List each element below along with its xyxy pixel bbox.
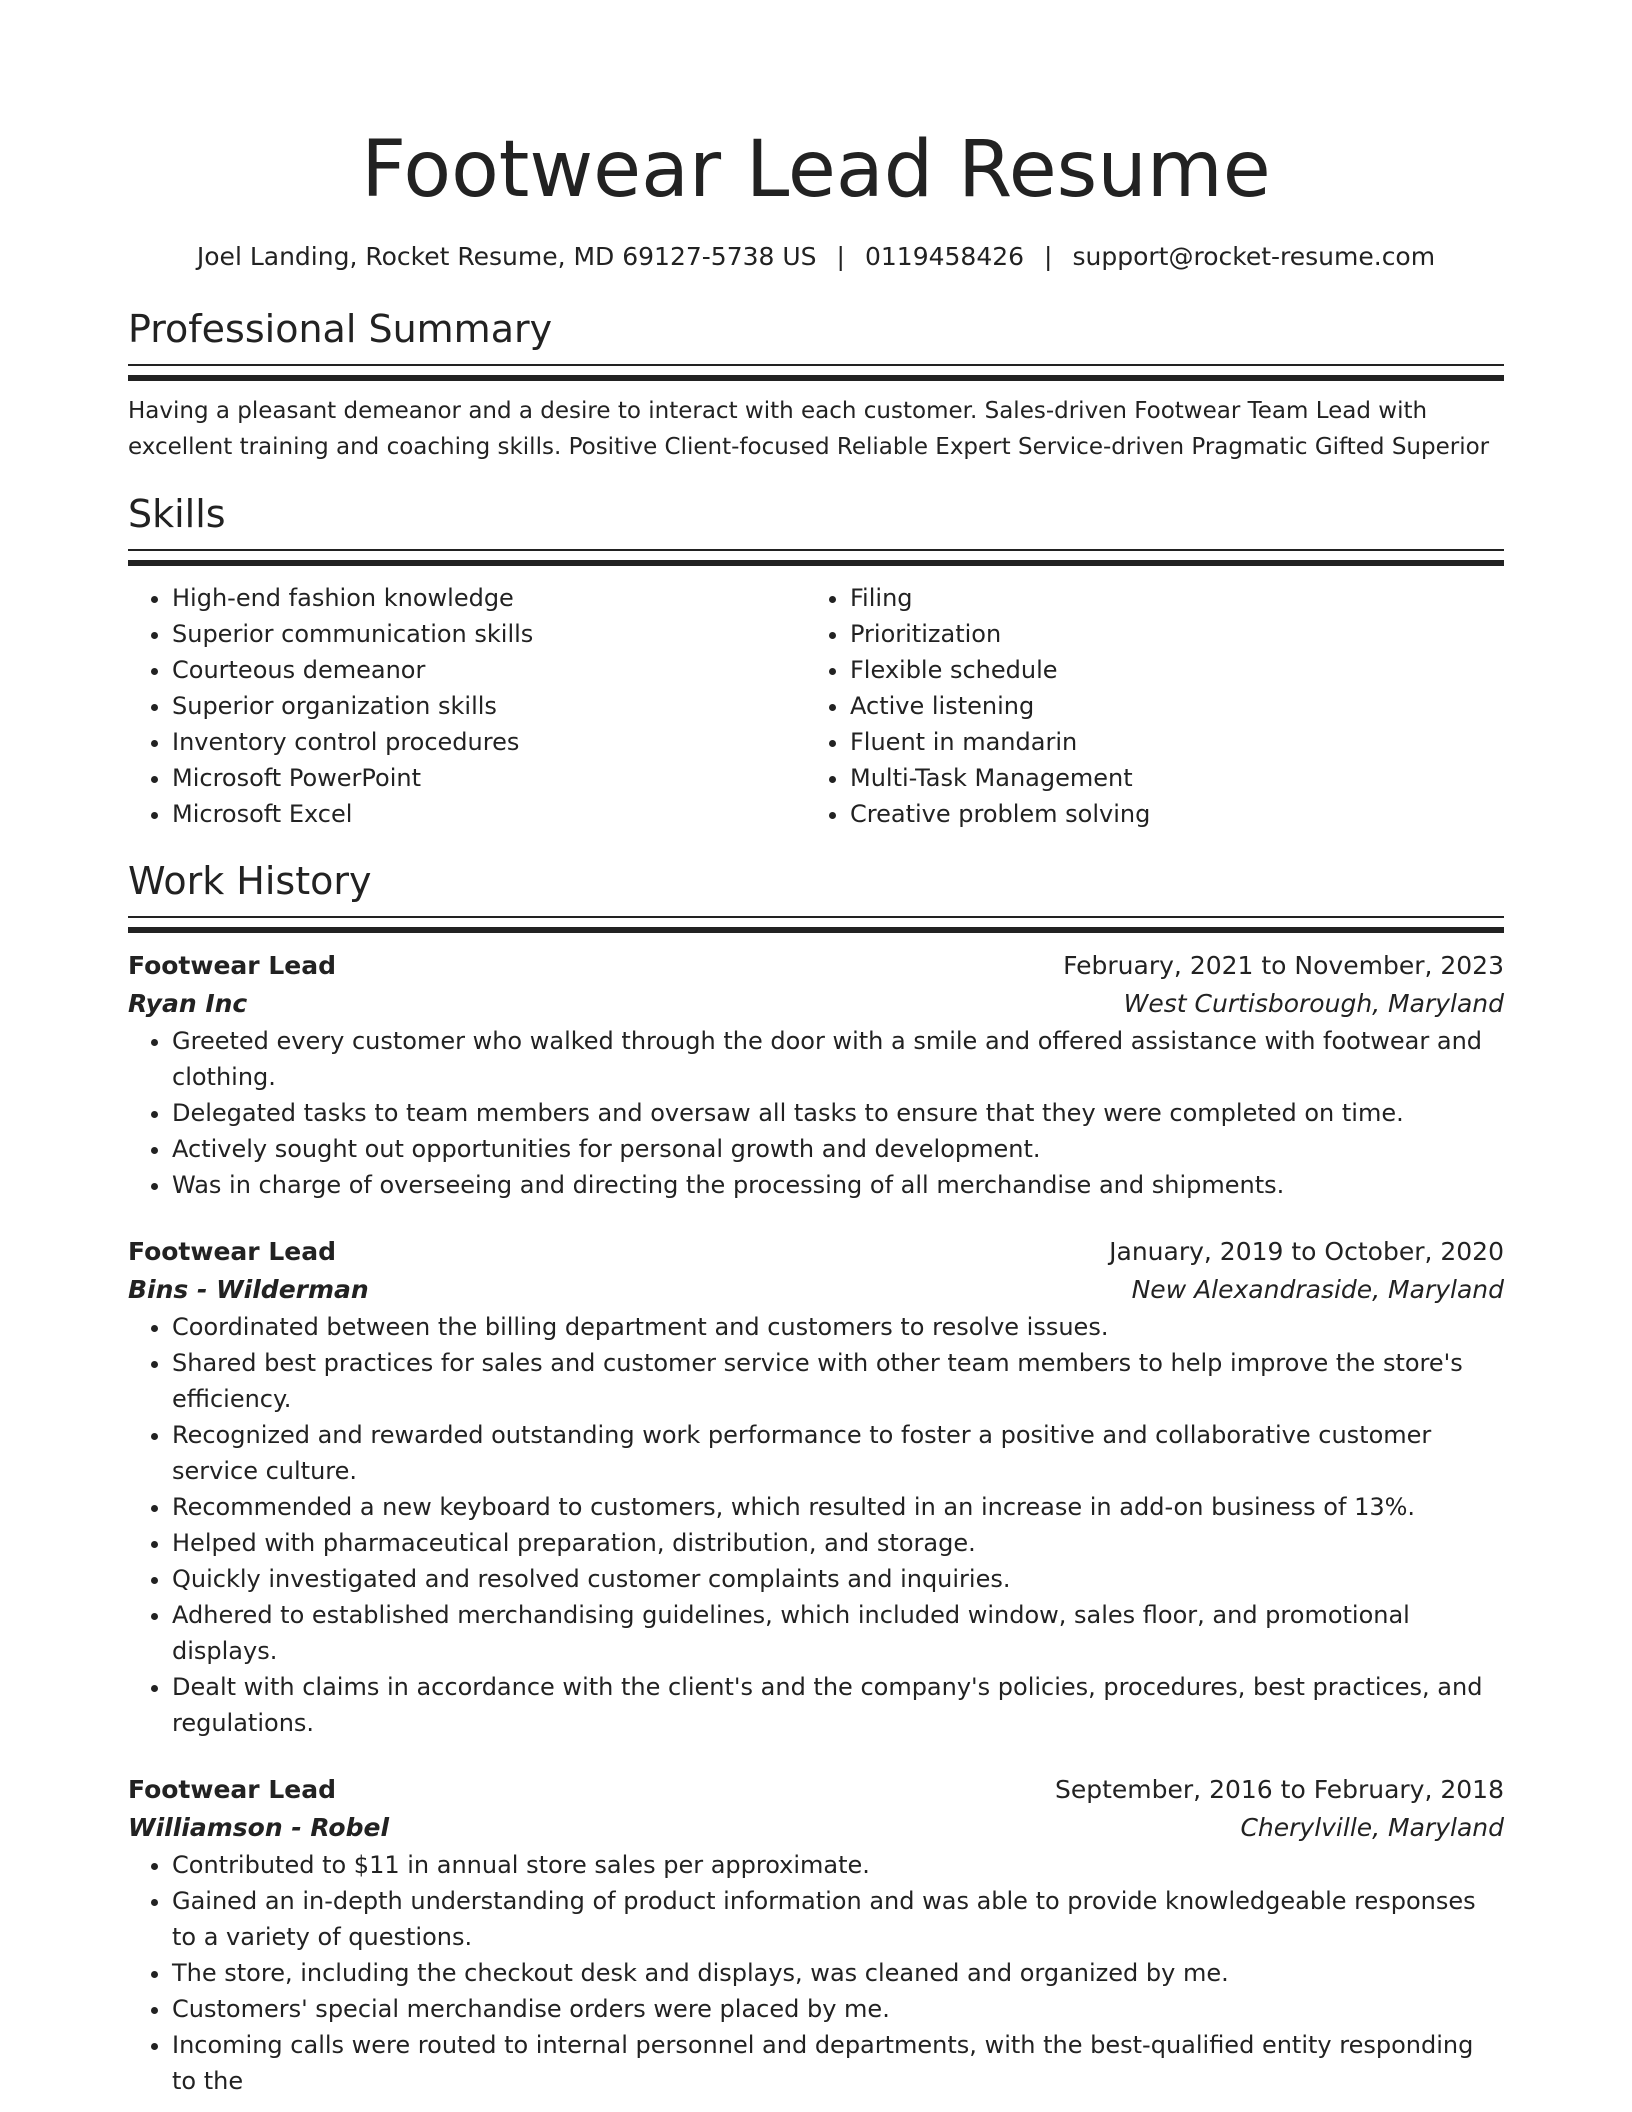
contact-email: support@rocket-resume.com — [1072, 242, 1436, 271]
skill-item: • Courteous demeanor — [172, 652, 806, 688]
section-divider — [128, 916, 1504, 933]
job-bullet: • Actively sought out opportunities for personal growth and development. — [172, 1131, 1504, 1167]
job-subheader — [128, 1271, 1504, 1309]
job-entry — [128, 947, 1504, 1203]
skill-item: • Superior organization skills — [172, 688, 806, 724]
skills-heading: Skills — [128, 492, 226, 536]
job-bullets — [128, 1847, 1504, 2099]
job-bullet: • Greeted every customer who walked through the door with a smile and offered assistance with footwear and clothing. — [172, 1023, 1504, 1095]
contact-phone: 0119458426 — [864, 242, 1025, 271]
job-title: Footwear Lead — [128, 1237, 336, 1266]
job-bullet: • Coordinated between the billing department and customers to resolve issues. — [172, 1309, 1504, 1345]
job-location: Cherylville, Maryland — [1240, 1813, 1504, 1842]
work-history-heading: Work History — [128, 859, 372, 903]
job-bullet: • The store, including the checkout desk and displays, was cleaned and organized by me. — [172, 1955, 1504, 1991]
job-bullet: • Recommended a new keyboard to customers, which resulted in an increase in add-on business of 13%. — [172, 1489, 1504, 1525]
job-bullet: • Was in charge of overseeing and directing the processing of all merchandise and shipments. — [172, 1167, 1504, 1203]
skill-item: • Microsoft PowerPoint — [172, 760, 806, 796]
job-header — [128, 1771, 1504, 1809]
job-bullets — [128, 1309, 1504, 1741]
job-location: West Curtisborough, Maryland — [1123, 989, 1504, 1018]
job-title: Footwear Lead — [128, 1775, 336, 1804]
job-bullet: • Gained an in-depth understanding of product information and was able to provide knowledgeable responses to a variety of questions. — [172, 1883, 1504, 1955]
skill-item: • Microsoft Excel — [172, 796, 806, 832]
job-bullet: • Contributed to $11 in annual store sales per approximate. — [172, 1847, 1504, 1883]
job-bullet: • Shared best practices for sales and customer service with other team members to help improve the store's efficiency. — [172, 1345, 1504, 1417]
contact-address: Joel Landing, Rocket Resume, MD 69127-5738 US — [196, 242, 817, 271]
skills-columns — [128, 580, 1504, 832]
job-bullet: • Recognized and rewarded outstanding work performance to foster a positive and collaborative customer service culture. — [172, 1417, 1504, 1489]
job-header — [128, 947, 1504, 985]
skill-item: • Multi-Task Management — [850, 760, 1484, 796]
contact-line — [128, 240, 1504, 274]
job-dates: February, 2021 to November, 2023 — [1063, 951, 1504, 980]
job-header — [128, 1233, 1504, 1271]
section-divider — [128, 364, 1504, 381]
contact-separator: | — [1044, 242, 1053, 271]
job-bullet: • Delegated tasks to team members and oversaw all tasks to ensure that they were completed on time. — [172, 1095, 1504, 1131]
skills-list-left — [128, 580, 806, 832]
job-bullet: • Incoming calls were routed to internal personnel and departments, with the best-qualified entity responding to the — [172, 2027, 1504, 2099]
summary-section — [128, 306, 1504, 465]
job-company: Williamson - Robel — [128, 1813, 390, 1842]
job-subheader — [128, 1809, 1504, 1847]
skill-item: • Active listening — [850, 688, 1484, 724]
skill-item: • Fluent in mandarin — [850, 724, 1484, 760]
skill-item: • Prioritization — [850, 616, 1484, 652]
skill-item: • Flexible schedule — [850, 652, 1484, 688]
resume-title: Footwear Lead Resume — [361, 125, 1271, 215]
job-title: Footwear Lead — [128, 951, 336, 980]
skill-item: • Superior communication skills — [172, 616, 806, 652]
resume-page — [128, 0, 1504, 2099]
job-dates: September, 2016 to February, 2018 — [1055, 1775, 1504, 1804]
job-bullet: • Dealt with claims in accordance with the client's and the company's policies, procedures, best practices, and regulations. — [172, 1669, 1504, 1741]
job-bullet: • Quickly investigated and resolved customer complaints and inquiries. — [172, 1561, 1504, 1597]
job-company: Ryan Inc — [128, 989, 248, 1018]
skill-item: • Filing — [850, 580, 1484, 616]
skill-item: • High-end fashion knowledge — [172, 580, 806, 616]
job-entry — [128, 1233, 1504, 1741]
summary-heading: Professional Summary — [128, 307, 553, 351]
work-history-section — [128, 858, 1504, 2099]
job-company: Bins - Wilderman — [128, 1275, 369, 1304]
skill-item: • Creative problem solving — [850, 796, 1484, 832]
section-divider — [128, 549, 1504, 566]
contact-separator: | — [836, 242, 845, 271]
job-entry — [128, 1771, 1504, 2099]
job-bullet: • Adhered to established merchandising guidelines, which included window, sales floor, and promotional displays. — [172, 1597, 1504, 1669]
job-location: New Alexandraside, Maryland — [1131, 1275, 1504, 1304]
job-bullets — [128, 1023, 1504, 1203]
summary-text: Having a pleasant demeanor and a desire to interact with each customer. Sales-driven Footwear Team Lead with excellent training and coaching skills. Positive Client-focused Reliable Expert Service-driven Pragmatic Gifted Superior — [128, 398, 1490, 460]
job-dates: January, 2019 to October, 2020 — [1109, 1237, 1504, 1266]
skills-section — [128, 491, 1504, 832]
job-bullet: • Helped with pharmaceutical preparation, distribution, and storage. — [172, 1525, 1504, 1561]
job-subheader — [128, 985, 1504, 1023]
skill-item: • Inventory control procedures — [172, 724, 806, 760]
job-bullet: • Customers' special merchandise orders were placed by me. — [172, 1991, 1504, 2027]
skills-list-right — [806, 580, 1484, 832]
